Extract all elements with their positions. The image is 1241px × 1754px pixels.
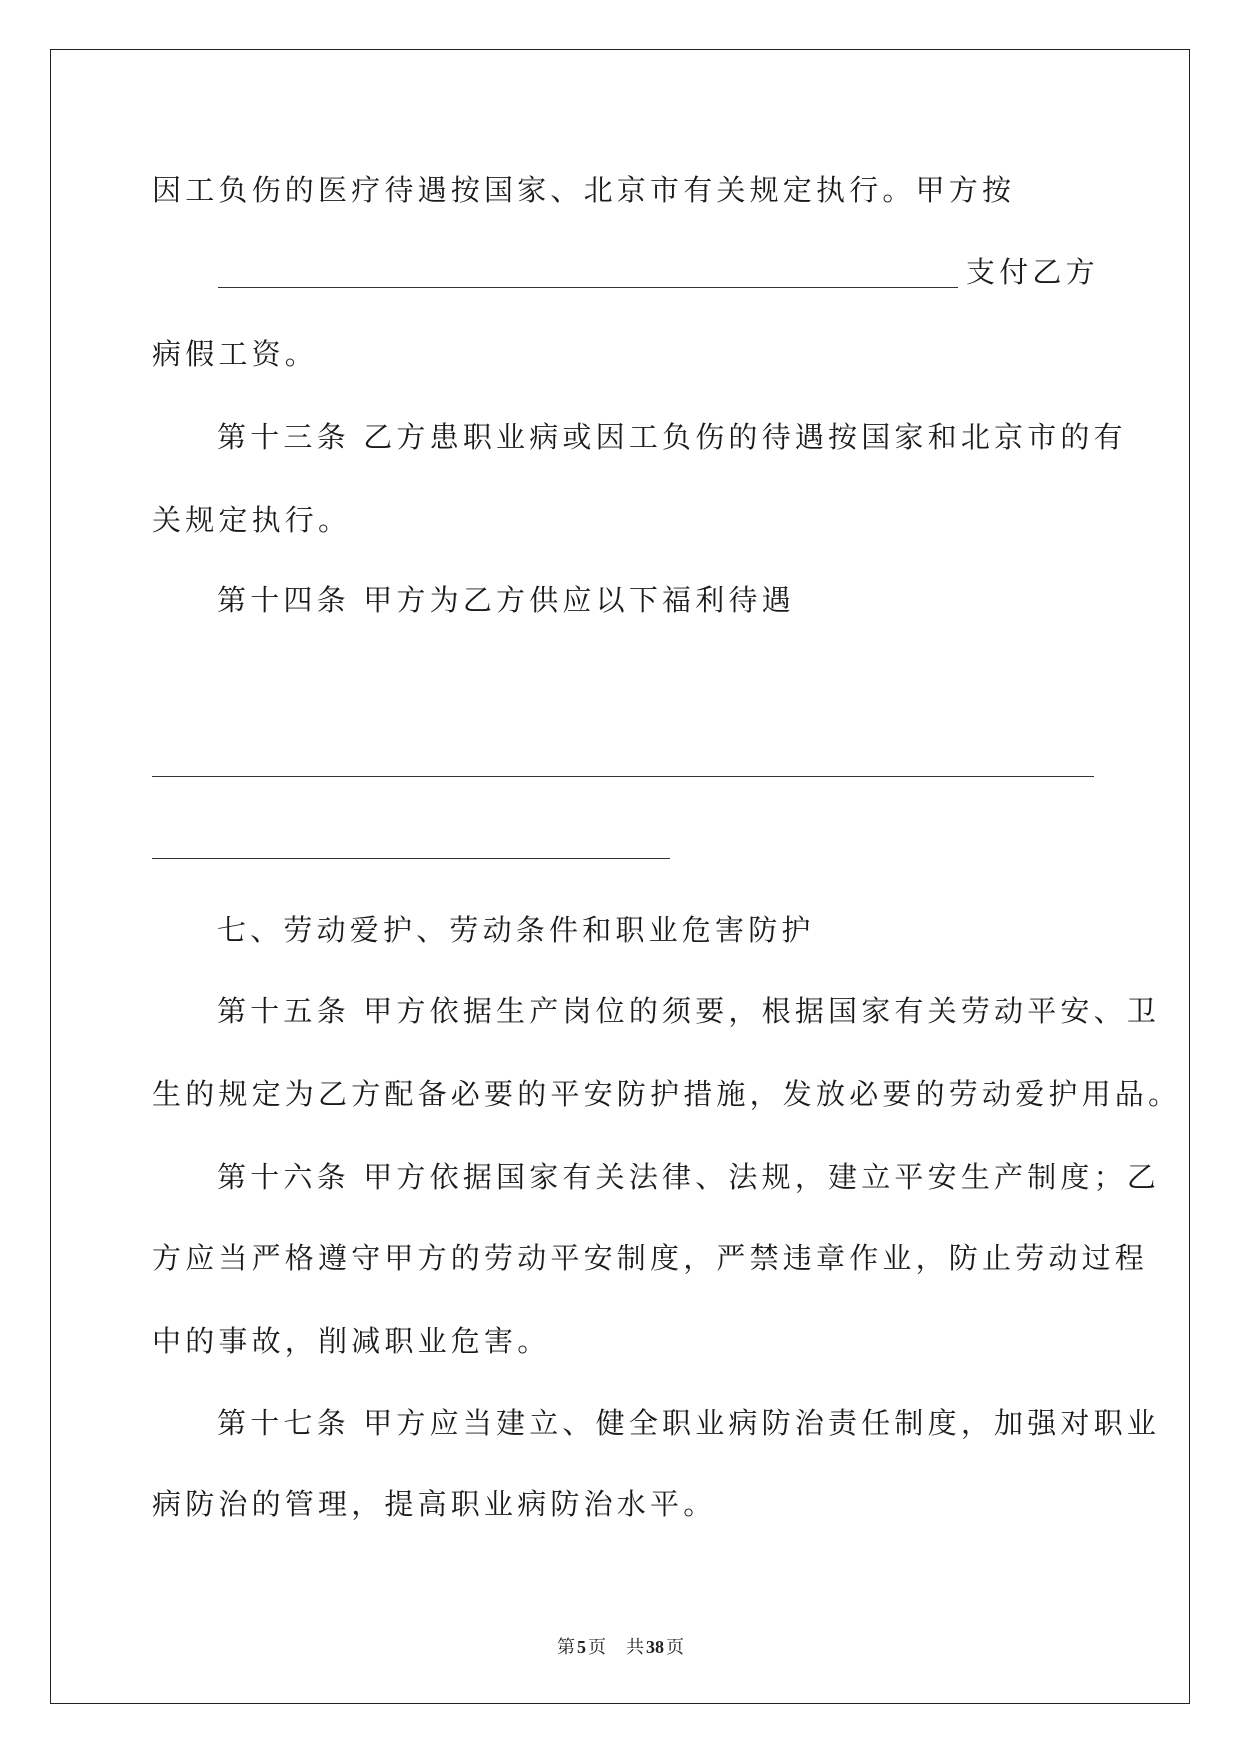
article-14: 第十四条 甲方为乙方供应以下福利待遇: [217, 583, 795, 617]
blank-fill-line: [218, 287, 958, 288]
article-15-line-1: 第十五条 甲方依据生产岗位的须要，根据国家有关劳动平安、卫: [217, 994, 1161, 1028]
section-heading: 七、劳动爱护、劳动条件和职业危害防护: [217, 913, 815, 947]
total-prefix: 共: [626, 1637, 644, 1657]
article-13-line-1: 第十三条 乙方患职业病或因工负伤的待遇按国家和北京市的有: [217, 420, 1127, 454]
page-current: 5: [577, 1637, 586, 1657]
page-border: [50, 49, 1190, 1704]
article-16-line-3: 中的事故，削减职业危害。: [152, 1324, 551, 1358]
paragraph-line: 因工负伤的医疗待遇按国家、北京市有关规定执行。甲方按: [152, 173, 1016, 207]
blank-fill-line: [152, 776, 1094, 777]
article-17-line-1: 第十七条 甲方应当建立、健全职业病防治责任制度，加强对职业: [217, 1406, 1161, 1440]
page-footer: [0, 1633, 1241, 1659]
page-mid: 页: [588, 1637, 606, 1657]
article-15-line-2: 生的规定为乙方配备必要的平安防护措施，发放必要的劳动爱护用品。: [152, 1077, 1182, 1111]
article-17-line-2: 病防治的管理，提高职业病防治水平。: [152, 1487, 717, 1521]
page-prefix: 第: [557, 1637, 575, 1657]
paragraph-line: 支付乙方: [966, 255, 1099, 289]
page-total: 38: [646, 1637, 664, 1657]
paragraph-line: 病假工资。: [152, 337, 319, 371]
article-13-line-2: 关规定执行。: [152, 503, 352, 537]
article-16-line-1: 第十六条 甲方依据国家有关法律、法规，建立平安生产制度；乙: [217, 1160, 1161, 1194]
blank-fill-line: [152, 858, 670, 859]
total-suffix: 页: [666, 1637, 684, 1657]
article-16-line-2: 方应当严格遵守甲方的劳动平安制度，严禁违章作业，防止劳动过程: [152, 1241, 1149, 1275]
